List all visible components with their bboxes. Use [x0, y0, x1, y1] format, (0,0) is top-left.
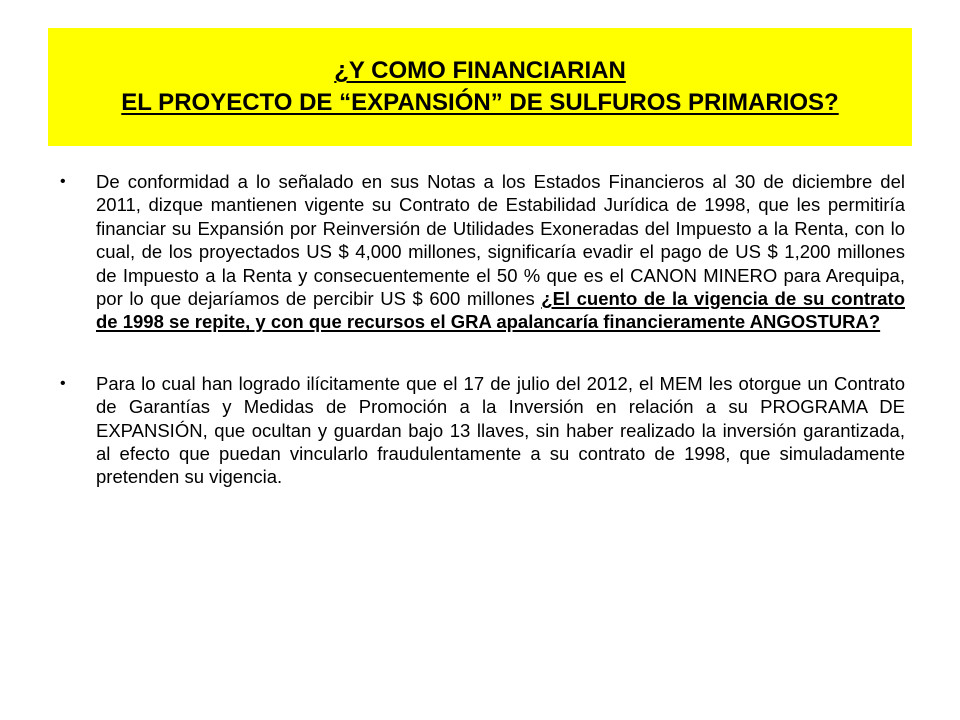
- bullet-text: Para lo cual han logrado ilícitamente que el 17 de julio del 2012, el MEM les otorgue un Contrato de Garantías y Medidas de Promoción a la Inversión en relación a su PROGRAMA DE EXPANSIÓN, que ocultan y guardan bajo 13 llaves, sin haber realizado la inversión garantizada, al efecto que puedan vincularlo fraudulentamente a su contrato de 1998, que simuladamente pretenden su vigencia.: [96, 372, 905, 488]
- bullet-emphasis: ¿El cuento de la vigencia de su contrato de 1998 se repite, y con que recursos el GRA apalancaría financieramente ANGOSTURA?: [96, 288, 905, 333]
- bullet-list: [60, 170, 905, 489]
- bullet-item-financing: [60, 170, 905, 334]
- bullet-item-guarantees: [60, 372, 905, 489]
- title-line-1: ¿Y COMO FINANCIARIAN: [334, 57, 626, 84]
- title-banner: [48, 28, 912, 146]
- title-line-2: EL PROYECTO DE “EXPANSIÓN” DE SULFUROS PRIMARIOS?: [121, 89, 839, 116]
- bullet-text: De conformidad a lo señalado en sus Notas a los Estados Financieros al 30 de diciembre del 2011, dizque mantienen vigente su Contrato de Estabilidad Jurídica de 1998, que les permitiría financiar su Expansión por Reinversión de Utilidades Exoneradas del Impuesto a la Renta, con lo cual, de los proyectados US $ 4,000 millones, significaría evadir el pago de US $ 1,200 millones de Impuesto a la Renta y consecuentemente el 50 % que es el CANON MINERO para Arequipa, por lo que dejaríamos de percibir US $ 600 millones: [96, 171, 905, 310]
- bullet-marker: •: [60, 173, 66, 190]
- bullet-marker: •: [60, 374, 66, 392]
